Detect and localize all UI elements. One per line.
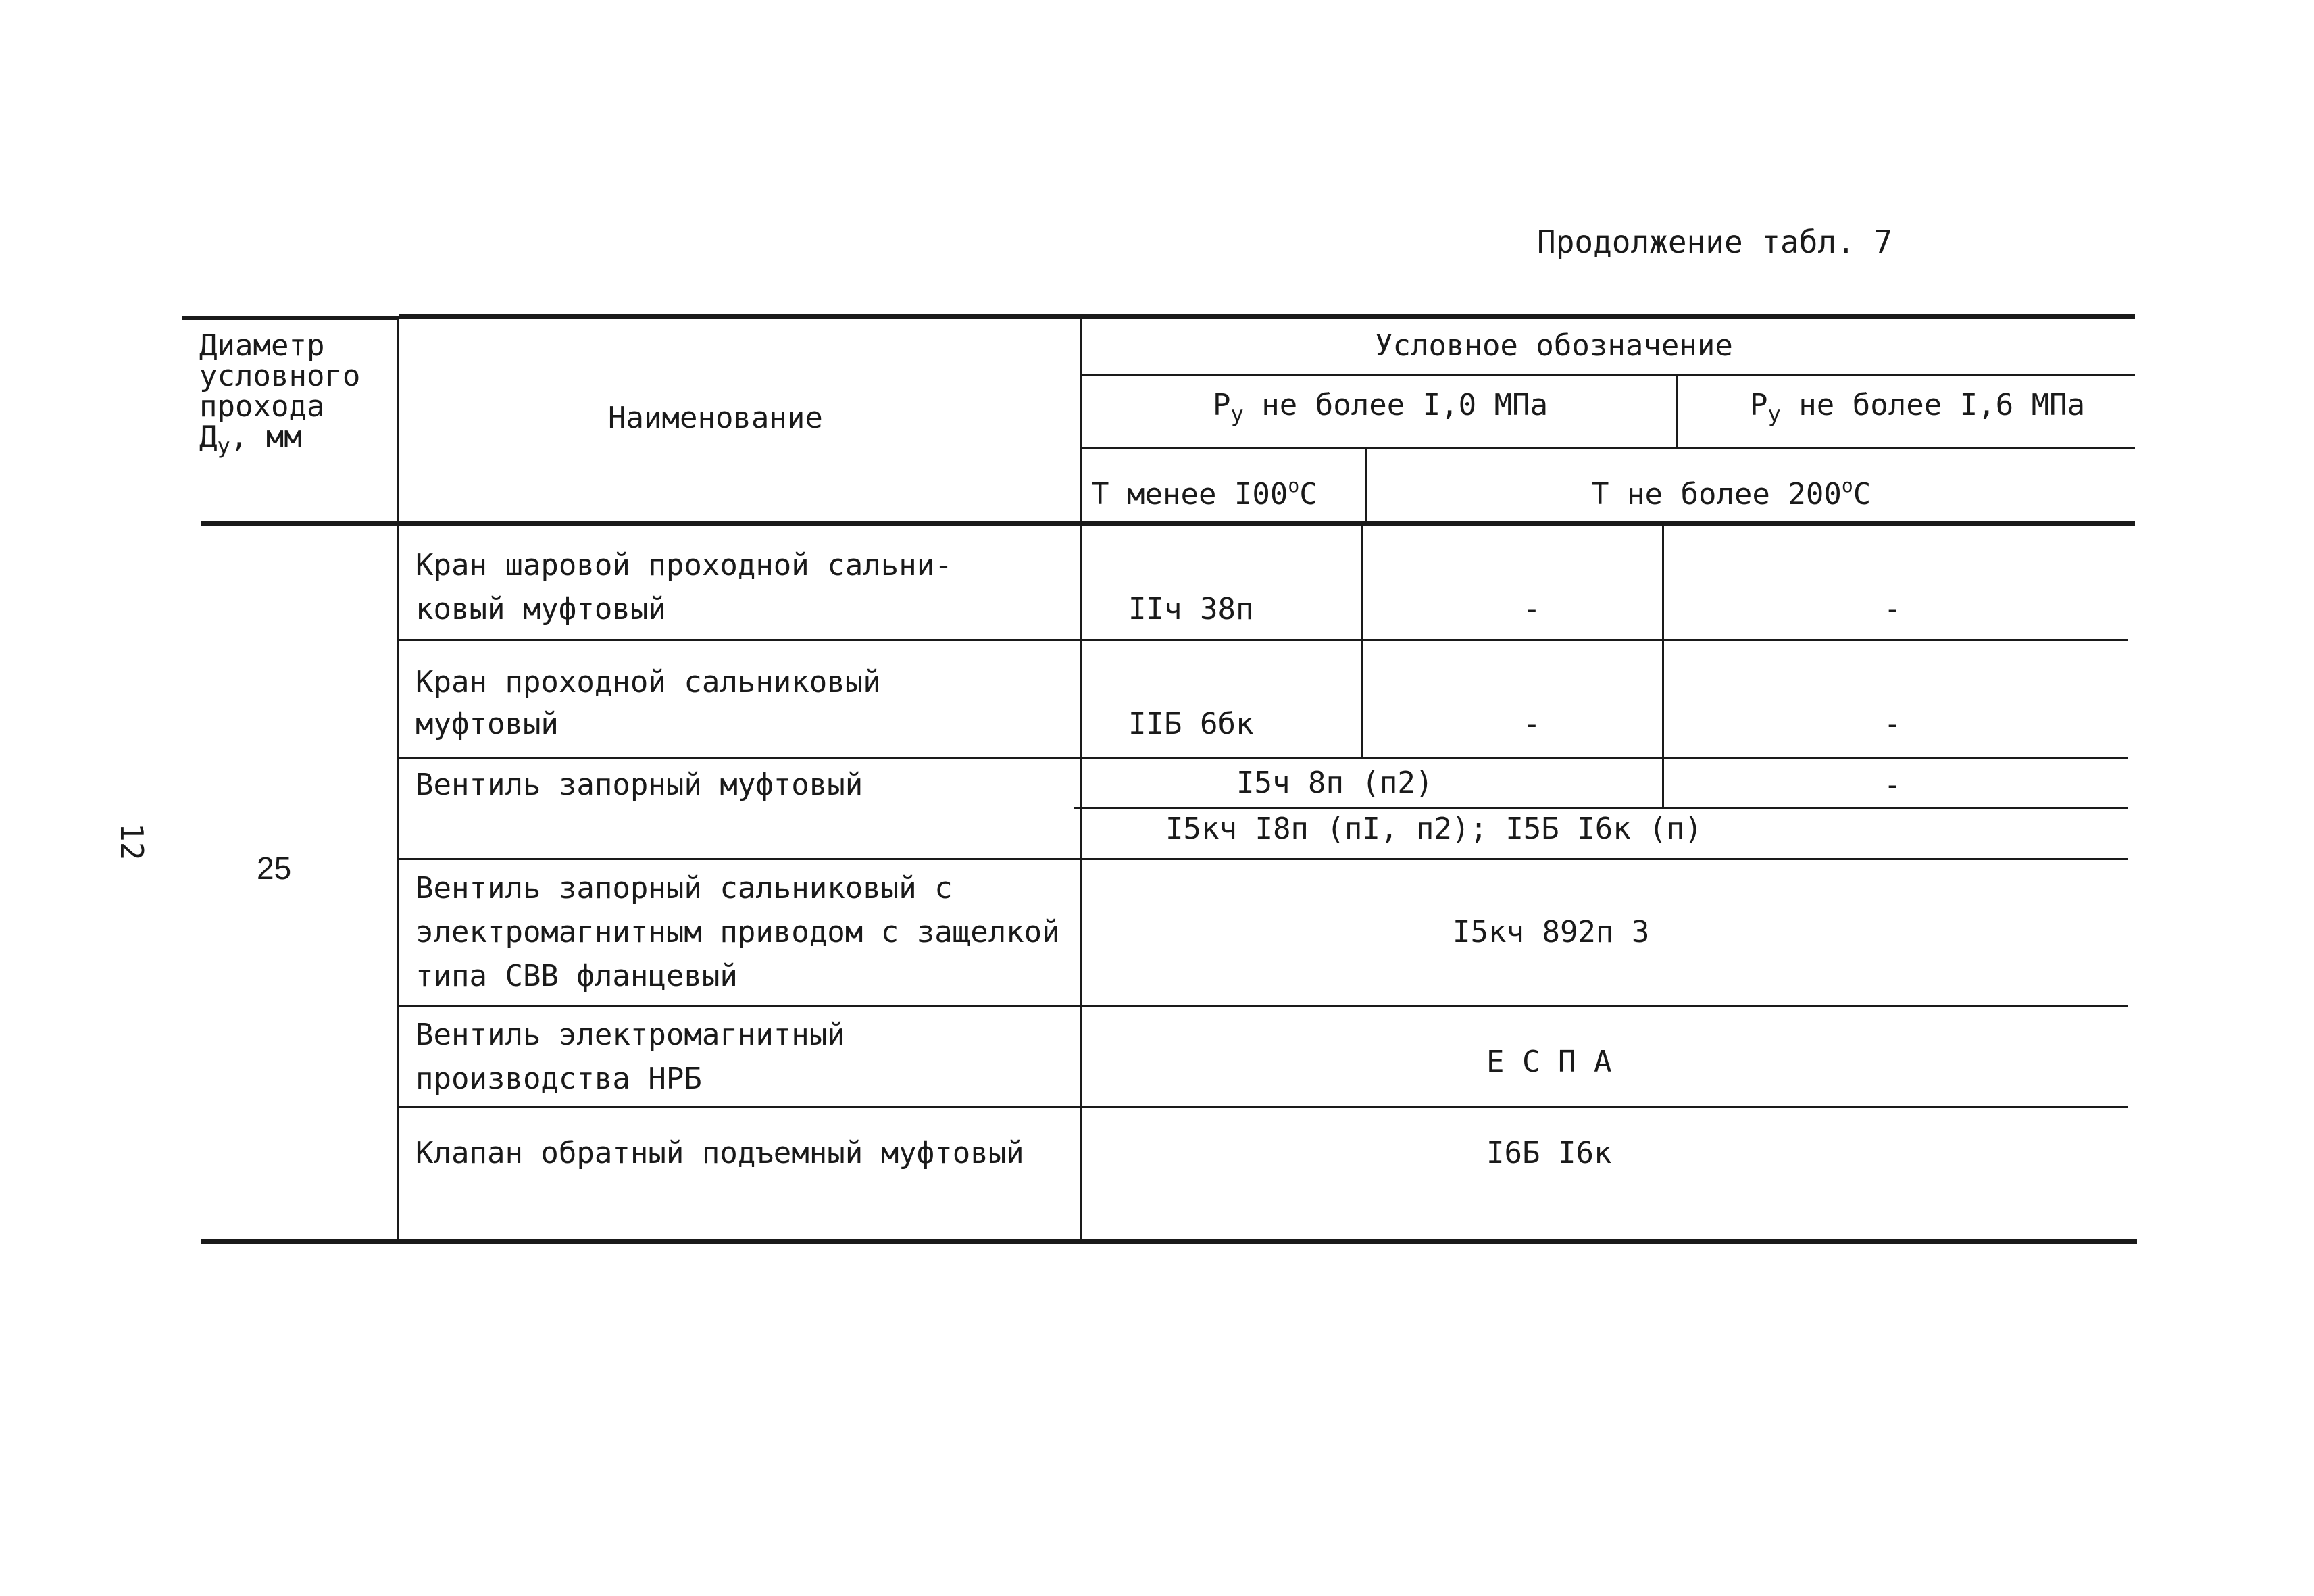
row3-p10-span-value: I5ч 8п (п2) <box>1236 766 1434 800</box>
header-diameter-line4: $Д_у$, мм <box>199 420 302 459</box>
page-number: 12 <box>114 823 150 861</box>
row5-name-line1: Вентиль электромагнитный <box>416 1018 845 1052</box>
row5-divider <box>399 1106 2128 1108</box>
header-pressure-1-0: $Р_у$ не более I,0 МПа <box>1213 388 1549 427</box>
row3-all-span-value: I5кч I8п (пI, п2); I5Б I6к (п) <box>1165 812 1703 846</box>
row4-all-span-value: I5кч 892п З <box>1453 915 1650 949</box>
diameter-column-rule <box>397 316 399 1241</box>
pressure-header-rule <box>1676 374 1678 449</box>
row1-name-line2: ковый муфтовый <box>416 592 666 626</box>
row5-all-span-value: Е С П А <box>1486 1045 1612 1079</box>
header-name: Наименование <box>608 401 823 435</box>
row1-t200-value: - <box>1523 592 1541 626</box>
pressure-divider <box>1081 447 2135 449</box>
row2-t100-value: IIБ 6бк <box>1128 707 1254 741</box>
header-designation: Условное обозначение <box>1375 328 1733 363</box>
row4-divider <box>399 1005 2128 1007</box>
designation-divider <box>1081 374 2135 376</box>
row3-split <box>1074 807 2128 809</box>
continuation-label: Продолжение табл. 7 <box>1537 224 1893 260</box>
row2-name-line2: муфтовый <box>416 707 559 741</box>
header-diameter-line3: прохода <box>199 389 325 424</box>
row6-all-span-value: I6Б I6к <box>1486 1136 1612 1170</box>
diameter-value: 25 <box>257 851 292 886</box>
temperature-header-rule <box>1365 447 1367 523</box>
row2-p16-value: - <box>1884 707 1902 741</box>
row3-name-line1: Вентиль запорный муфтовый <box>416 768 863 802</box>
row1-p16-value: - <box>1884 592 1902 626</box>
header-temp-100: Т менее $I00^оС$ <box>1091 474 1317 512</box>
row3-divider <box>399 858 2128 860</box>
row6-name-line1: Клапан обратный подъемный муфтовый <box>416 1136 1024 1170</box>
row1-divider <box>399 639 2128 641</box>
row1-t100-value: IIч 38п <box>1128 592 1254 626</box>
row3-p16-value: - <box>1884 768 1902 802</box>
header-bottom-rule <box>201 521 2135 526</box>
p16-column-rule <box>1662 523 1664 809</box>
row2-name-line1: Кран проходной сальниковый <box>416 665 881 699</box>
row4-name-line1: Вентиль запорный сальниковый с <box>416 871 953 905</box>
header-diameter-line1: Диаметр <box>199 328 325 363</box>
row5-name-line2: производства НРБ <box>416 1062 702 1096</box>
header-temp-200: Т не более $200^оС$ <box>1591 474 1871 512</box>
name-column-rule <box>1080 316 1082 1241</box>
row4-name-line3: типа СВВ фланцевый <box>416 959 738 993</box>
row4-name-line2: электромагнитным приводом с защелкой <box>416 915 1060 949</box>
table-top-rule <box>399 314 2135 319</box>
header-pressure-1-6: $Р_у$ не более I,6 МПа <box>1750 388 2086 427</box>
row1-name-line1: Кран шаровой проходной сальни- <box>416 548 953 582</box>
row2-t200-value: - <box>1523 707 1541 741</box>
header-diameter-line2: условного <box>199 359 361 393</box>
table-top-rule-left <box>182 316 399 320</box>
row2-divider <box>399 757 2128 759</box>
t100-column-rule <box>1361 523 1363 759</box>
table-bottom-rule <box>201 1239 2137 1244</box>
